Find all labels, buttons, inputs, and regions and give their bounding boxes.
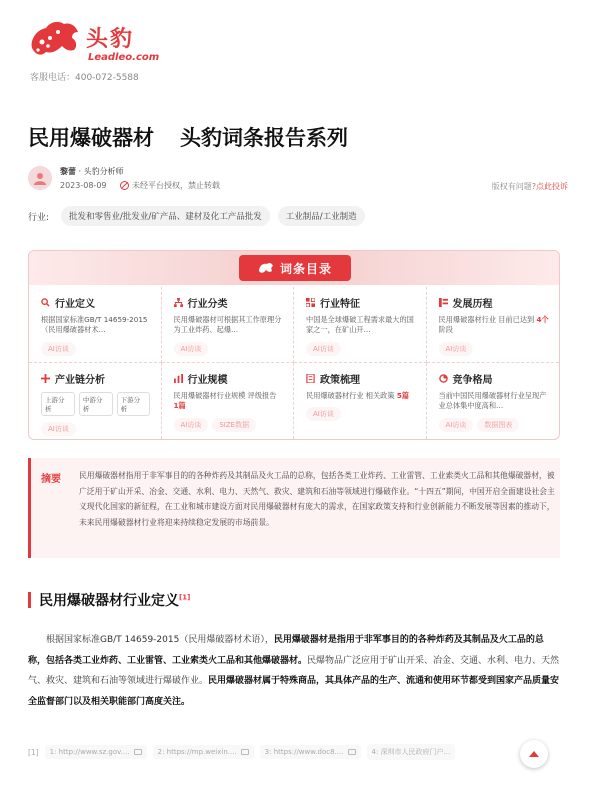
catalog-panel <box>28 250 560 440</box>
catalog-item-desc: 根据国家标准GB/T 14659-2015（民用爆破器材术… <box>41 315 148 335</box>
chain-downstream[interactable]: 下游分析 <box>117 392 151 416</box>
brand-name: 头豹 <box>86 27 135 52</box>
catalog-item-features[interactable]: 行业特征 中国是全球爆破工程需求最大的国家之一，在矿山开… AI访谈 <box>294 287 427 363</box>
definition-paragraph: 根据国家标准GB/T 14659-2015（民用爆破器材术语），民用爆破器材是指用于非军事目的的各种炸药及其制品及火工品的总称，包括各类工业炸药、工业雷管、工业索类火工品和其他爆破器材。民爆物品广泛应用于矿山开采、冶金、交通、水利、电力、天然气、救灾、建筑和石油等领域进行爆破作业。民用爆破器材属于特殊商品，其具体产品的生产、流通和使用环节都受到国家产品质量安全监督部门以及相关职能部门高度关注。 <box>28 635 560 708</box>
author-name: 黎蕾 · 头豹分析师 <box>60 167 124 176</box>
catalog-item-desc: 当前中国民用爆破器材行业呈现产业总体集中度高和… <box>438 391 547 411</box>
image-icon <box>134 749 142 755</box>
image-icon <box>241 749 249 755</box>
pie-icon <box>439 374 448 383</box>
ai-interview-tag[interactable]: AI访谈 <box>439 418 474 432</box>
catalog-item-desc: 民用爆破器材行业 目前已达到 4个阶段 <box>438 315 549 335</box>
catalog-item-competition[interactable]: 竞争格局 当前中国民用爆破器材行业呈现产业总体集中度高和… AI访谈 数据图表 <box>427 363 560 439</box>
reference-link[interactable]: 1: http://www.sz.gov.... <box>45 745 147 759</box>
user-icon <box>33 171 47 185</box>
chain-upstream[interactable]: 上游分析 <box>41 392 75 416</box>
catalog-item-desc: 民用爆破器材行业 相关政策 5篇 <box>306 391 410 400</box>
title-series: 头豹词条报告系列 <box>180 126 348 150</box>
avatar <box>28 166 52 190</box>
abstract-label: 摘要 <box>41 474 61 485</box>
document-icon <box>306 374 315 383</box>
reference-link[interactable]: 4: 深圳市人民政府门户... <box>367 744 456 760</box>
catalog-item-classification[interactable]: 行业分类 民用爆破器材可根据其工作原理分为工业炸药、起爆… AI访谈 <box>162 287 295 363</box>
section-title: 民用爆破器材行业定义 <box>39 593 179 609</box>
catalog-item-desc: 民用爆破器材行业规模 评级报告 1篇 <box>173 391 277 411</box>
catalog-item-definition[interactable]: 行业定义 根据国家标准GB/T 14659-2015（民用爆破器材术… AI访谈 <box>29 287 162 363</box>
leopard-logo-icon <box>28 18 80 62</box>
catalog-item-policy[interactable]: 政策梳理 民用爆破器材行业 相关政策 5篇 AI访谈 <box>294 363 427 439</box>
citation-ref[interactable]: [1] <box>179 593 191 602</box>
catalog-header <box>29 251 559 285</box>
ai-interview-tag[interactable]: AI访谈 <box>41 422 76 436</box>
brand-domain: Leadleo.com <box>88 52 160 63</box>
publish-date: 2023-08-09 <box>60 181 107 190</box>
catalog-grid <box>29 287 559 439</box>
ai-interview-tag[interactable]: AI访谈 <box>306 407 341 421</box>
reprint-warning: 未经平台授权，禁止转载 <box>120 180 220 191</box>
catalog-item-desc: 中国是全球爆破工程需求最大的国家之一，在矿山开… <box>306 315 414 335</box>
catalog-item-history[interactable]: 发展历程 民用爆破器材行业 目前已达到 4个阶段 AI访谈 <box>427 287 560 363</box>
abstract-box <box>28 458 560 558</box>
catalog-banner: 词条目录 <box>239 255 351 281</box>
chain-steps <box>41 392 151 416</box>
industry-tag[interactable]: 工业制品/工业制造 <box>278 206 365 226</box>
hotline: 客服电话：400-072-5588 <box>30 73 139 83</box>
catalog-item-desc: 民用爆破器材可根据其工作原理分为工业炸药、起爆… <box>173 315 282 335</box>
search-icon <box>41 298 50 307</box>
title-main: 民用爆破器材 <box>28 126 154 150</box>
leopard-icon <box>258 261 274 275</box>
ai-interview-tag[interactable]: AI访谈 <box>41 342 76 356</box>
chain-icon <box>41 374 50 383</box>
section-heading <box>28 590 190 610</box>
catalog-item-chain[interactable]: 产业链分析 上游分析 中游分析 下游分析 AI访谈 <box>29 363 162 439</box>
image-icon <box>348 749 356 755</box>
ai-interview-tag[interactable]: AI访谈 <box>439 342 474 356</box>
size-data-tag[interactable]: SIZE数据 <box>212 418 256 432</box>
section-accent-bar <box>28 592 31 608</box>
chain-midstream[interactable]: 中游分析 <box>79 392 113 416</box>
ai-interview-tag[interactable]: AI访谈 <box>306 342 341 356</box>
industry-tag[interactable]: 批发和零售业/批发业/矿产品、建材及化工产品批发 <box>61 206 270 226</box>
timeline-icon <box>439 298 448 307</box>
industry-row <box>28 206 365 226</box>
ai-interview-tag[interactable]: AI访谈 <box>174 418 209 432</box>
ai-interview-tag[interactable]: AI访谈 <box>174 342 209 356</box>
abstract-text: 民用爆破器材指用于非军事目的的各种炸药及其制品及火工品的总称，包括各类工业炸药、工业雷管、工业索类火工品和其他爆破器材，被广泛用于矿山开采、冶金、交通、水利、电力、天然气、救灾、建筑和石油等领域进行爆破作业。“十四五”期间，中国开启全面建设社会主义现代化国家的新征程，在工业和城市建设方面对民用爆破器材有庞大的需求，在国家政策支持和行业创新能力不断发展等因素的推动下，未来民用爆破器材行业将迎来持续稳定发展的市场前景。 <box>79 471 555 527</box>
brand-header <box>28 18 188 88</box>
reference-link[interactable]: 3: https://www.doc8.... <box>260 745 361 759</box>
hierarchy-icon <box>174 298 183 307</box>
reference-link[interactable]: 2: https://mp.weixin.... <box>153 745 254 759</box>
ban-icon <box>120 181 129 190</box>
author-bar <box>28 166 568 196</box>
catalog-item-scale[interactable]: 行业规模 民用爆破器材行业规模 评级报告 1篇 AI访谈 SIZE数据 <box>162 363 295 439</box>
reference-list <box>28 738 528 766</box>
bar-chart-icon <box>174 374 183 383</box>
page-title <box>28 122 348 152</box>
grid-icon <box>306 298 315 307</box>
industry-label: 行业: <box>28 212 50 223</box>
copyright-notice: 版权有问题?点此投诉 <box>491 182 568 191</box>
report-link[interactable]: 点此投诉 <box>536 182 568 191</box>
ref-index: [1] <box>28 747 39 757</box>
data-chart-tag[interactable]: 数据图表 <box>477 418 519 432</box>
scroll-to-top-button[interactable] <box>520 740 548 768</box>
